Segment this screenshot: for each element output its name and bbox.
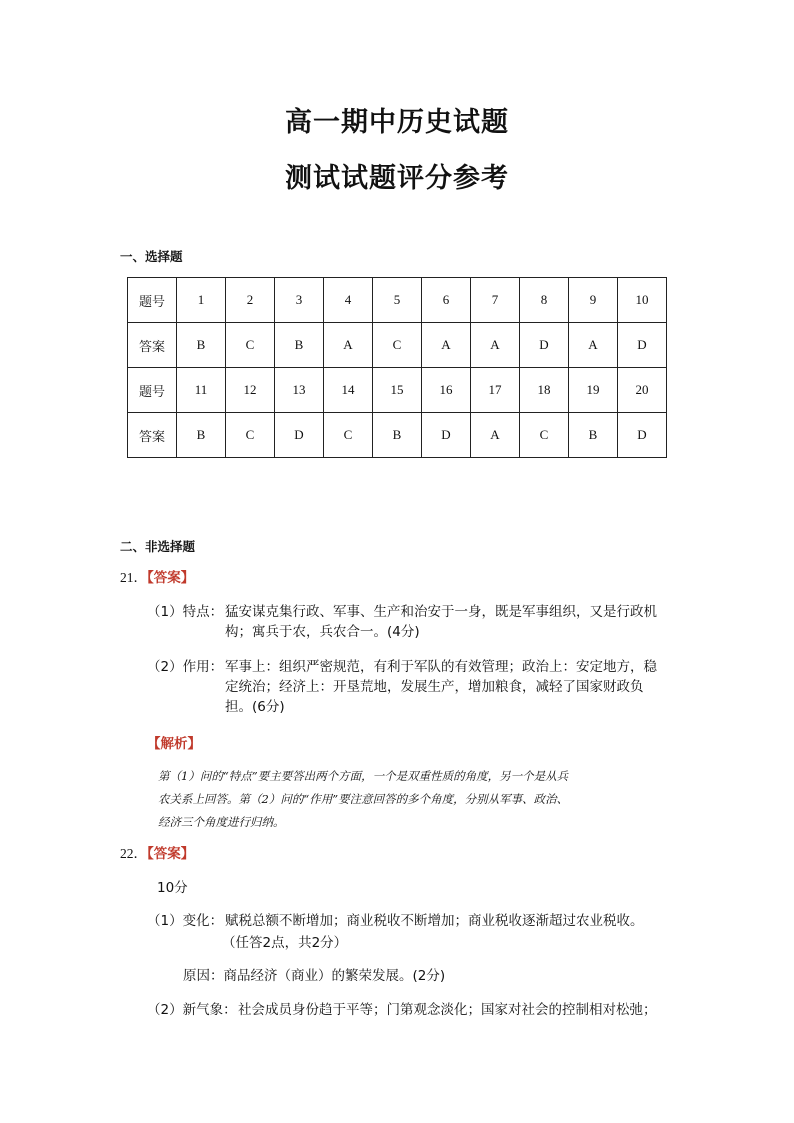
question-number: 21． [120,570,147,585]
text-line: 猛安谋克集行政、军事、生产和治安于一身，既是军事组织，又是行政机 [225,604,657,620]
table-cell: A [471,413,520,458]
table-cell: D [422,413,471,458]
table-cell: D [618,323,667,368]
q22-reason: 原因：商品经济（商业）的繁荣发展。(2分) [183,968,446,984]
table-cell: 12 [226,368,275,413]
table-cell: 16 [422,368,471,413]
row-header: 答案 [128,413,177,458]
question-22-header [120,844,194,864]
section-heading-nonchoice: 二、非选择题 [120,539,196,554]
q22-part1-text: 赋税总额不断增加；商业税收不断增加；商业税收逐渐超过农业税收。 [225,913,644,929]
table-cell: 13 [275,368,324,413]
text-line: 经济三个角度进行归纳。 [158,815,285,829]
q21-part2-label: （2）作用： [147,659,224,675]
text-line: 构；寓兵于农，兵农合一。(4分) [225,624,420,640]
answer-tag: 【答案】 [147,846,195,862]
table-cell: 11 [177,368,226,413]
table-cell: 8 [520,278,569,323]
table-cell: B [373,413,422,458]
q21-part1-label: （1）特点： [147,604,224,620]
table-row [128,368,667,413]
text-line: 军事上：组织严密规范，有利于军队的有效管理；政治上：安定地方，稳 [225,659,657,675]
table-cell: 17 [471,368,520,413]
section-heading-choice: 一、选择题 [120,249,183,264]
table-cell: C [520,413,569,458]
table-cell: B [275,323,324,368]
table-cell: B [177,323,226,368]
table-cell: C [226,323,275,368]
text-line: 第（1）问的“特点”要主要答出两个方面，一个是双重性质的角度，另一个是从兵 [158,769,569,783]
table-cell: 15 [373,368,422,413]
question-21-header [120,568,194,588]
text-line: 定统治；经济上：开垦荒地，发展生产，增加粮食，减轻了国家财政负 [225,679,644,695]
row-header: 题号 [128,278,177,323]
table-cell: D [520,323,569,368]
q22-part1-note: （任答2点，共2分） [222,935,348,951]
table-row [128,413,667,458]
table-cell: 4 [324,278,373,323]
table-cell: 9 [569,278,618,323]
q22-part1-label: （1）变化： [147,913,224,929]
q22-part2-text: 社会成员身份趋于平等；门第观念淡化；国家对社会的控制相对松弛； [238,1002,657,1018]
table-cell: C [226,413,275,458]
table-cell: B [177,413,226,458]
table-cell: 2 [226,278,275,323]
table-cell: C [324,413,373,458]
table-cell: D [618,413,667,458]
table-cell: 5 [373,278,422,323]
q22-part2-label: （2）新气象： [147,1002,237,1018]
question-number: 22． [120,846,147,861]
page-title: 高一期中历史试题 [285,107,509,138]
table-cell: 3 [275,278,324,323]
table-cell: A [471,323,520,368]
table-row [128,278,667,323]
table-cell: C [373,323,422,368]
table-cell: 7 [471,278,520,323]
table-cell: 1 [177,278,226,323]
table-cell: A [569,323,618,368]
table-cell: D [275,413,324,458]
table-cell: 20 [618,368,667,413]
table-cell: 19 [569,368,618,413]
text-line: 农关系上回答。第（2）问的“作用”要注意回答的多个角度，分别从军事、政治、 [158,792,569,806]
text-line: 担。(6分) [225,699,285,715]
table-cell: A [324,323,373,368]
answer-tag: 【答案】 [147,570,195,586]
answer-table [127,277,667,458]
row-header: 题号 [128,368,177,413]
q21-analysis-text [158,765,678,834]
table-cell: B [569,413,618,458]
table-cell: 6 [422,278,471,323]
table-cell: 14 [324,368,373,413]
q21-part1-text [225,602,685,642]
table-row [128,323,667,368]
table-cell: 18 [520,368,569,413]
page-subtitle: 测试试题评分参考 [285,163,509,194]
q21-part2-text [225,657,685,717]
table-cell: A [422,323,471,368]
q22-score: 10分 [157,880,188,896]
table-cell: 10 [618,278,667,323]
analysis-tag: 【解析】 [147,736,201,752]
row-header: 答案 [128,323,177,368]
